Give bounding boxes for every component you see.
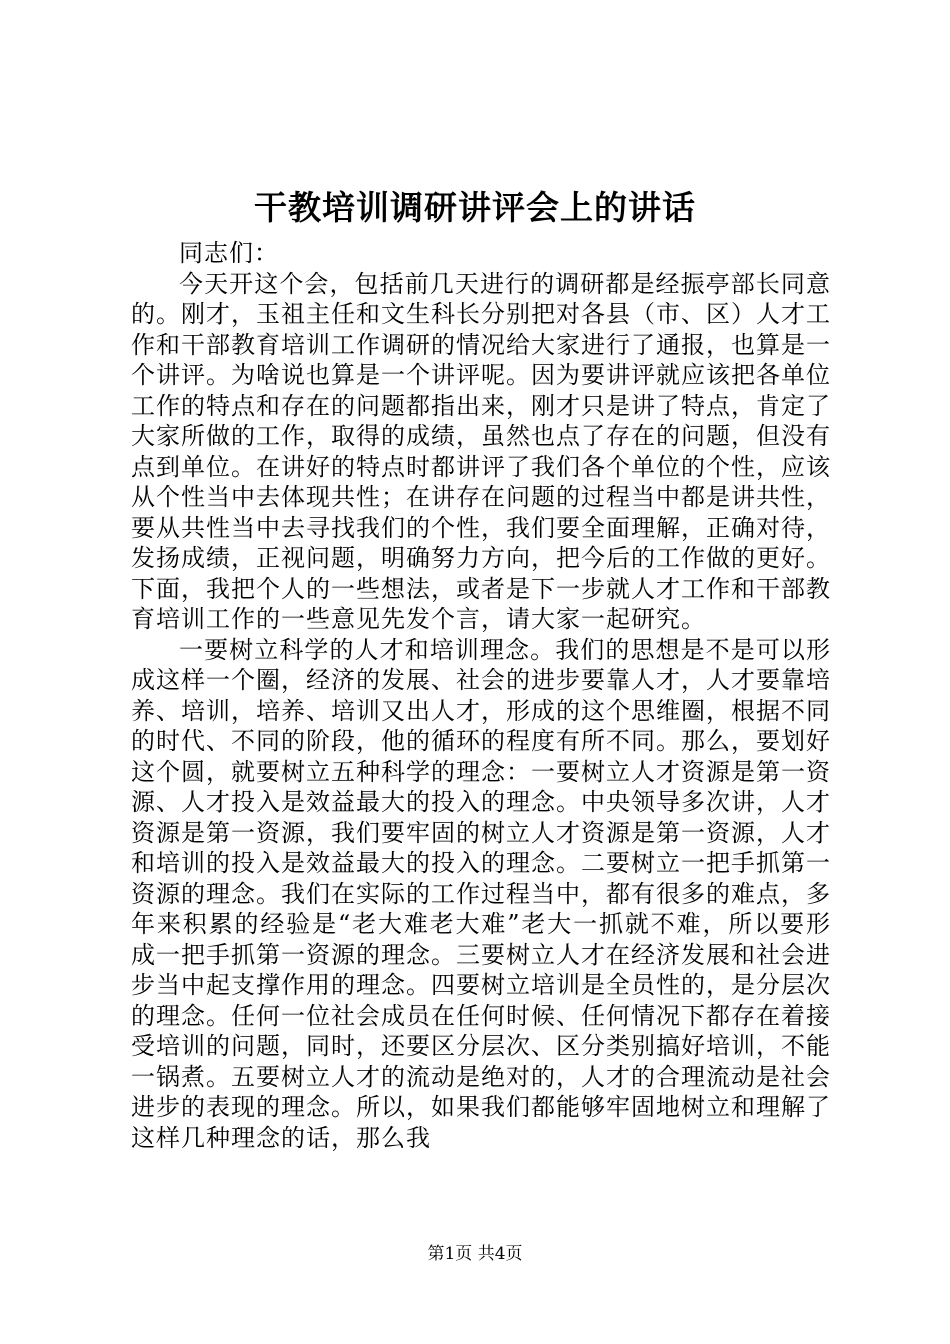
paragraph-2: 一要树立科学的人才和培训理念。我们的思想是不是可以形成这样一个圈，经济的发展、社会的进步要靠人才，人才要靠培养、培训，培养、培训又出人才，形成的这个思维圈，根据不同的时代、不同的阶段，他的循环的程度有所不同。那么，要划好这个圆，就要树立五种科学的理念：一要树立人才资源是第一资源、人才投入是效益最大的投入的理念。中央领导多次讲，人才资源是第一资源，我们要牢固的树立人才资源是第一资源，人才和培训的投入是效益最大的投入的理念。二要树立一把手抓第一资源的理念。我们在实际的工作过程当中，都有很多的难点，多年来积累的经验是“老大难老大难”老大一抓就不难，所以要形成一把手抓第一资源的理念。三要树立人才在经济发展和社会进步当中起支撑作用的理念。四要树立培训是全员性的，是分层次的理念。任何一位社会成员在任何时候、任何情况下都存在着接受培训的问题，同时，还要区分层次、区分类别搞好培训，不能一锅煮。五要树立人才的流动是绝对的，人才的合理流动是社会进步的表现的理念。所以，如果我们都能够牢固地树立和理解了这样几种理念的话，那么我 (131, 635, 831, 1152)
salutation: 同志们： (179, 239, 279, 267)
document-title: 干教培训调研讲评会上的讲话 (254, 188, 696, 227)
document-body (131, 238, 831, 1153)
page-number: 第1页 共4页 (427, 1244, 523, 1264)
paragraph-1: 今天开这个会，包括前几天进行的调研都是经振亭部长同意的。刚才，玉祖主任和文生科长分别把对各县（市、区）人才工作和干部教育培训工作调研的情况给大家进行了通报，也算是一个讲评。为啥说也算是一个讲评呢。因为要讲评就应该把各单位工作的特点和存在的问题都指出来，刚才只是讲了特点，肯定了大家所做的工作，取得的成绩，虽然也点了存在的问题，但没有点到单位。在讲好的特点时都讲评了我们各个单位的个性，应该从个性当中去体现共性；在讲存在问题的过程当中都是讲共性，要从共性当中去寻找我们的个性，我们要全面理解，正确对待，发扬成绩，正视问题，明确努力方向，把今后的工作做的更好。下面，我把个人的一些想法，或者是下一步就人才工作和干部教育培训工作的一些意见先发个言，请大家一起研究。 (131, 269, 831, 633)
